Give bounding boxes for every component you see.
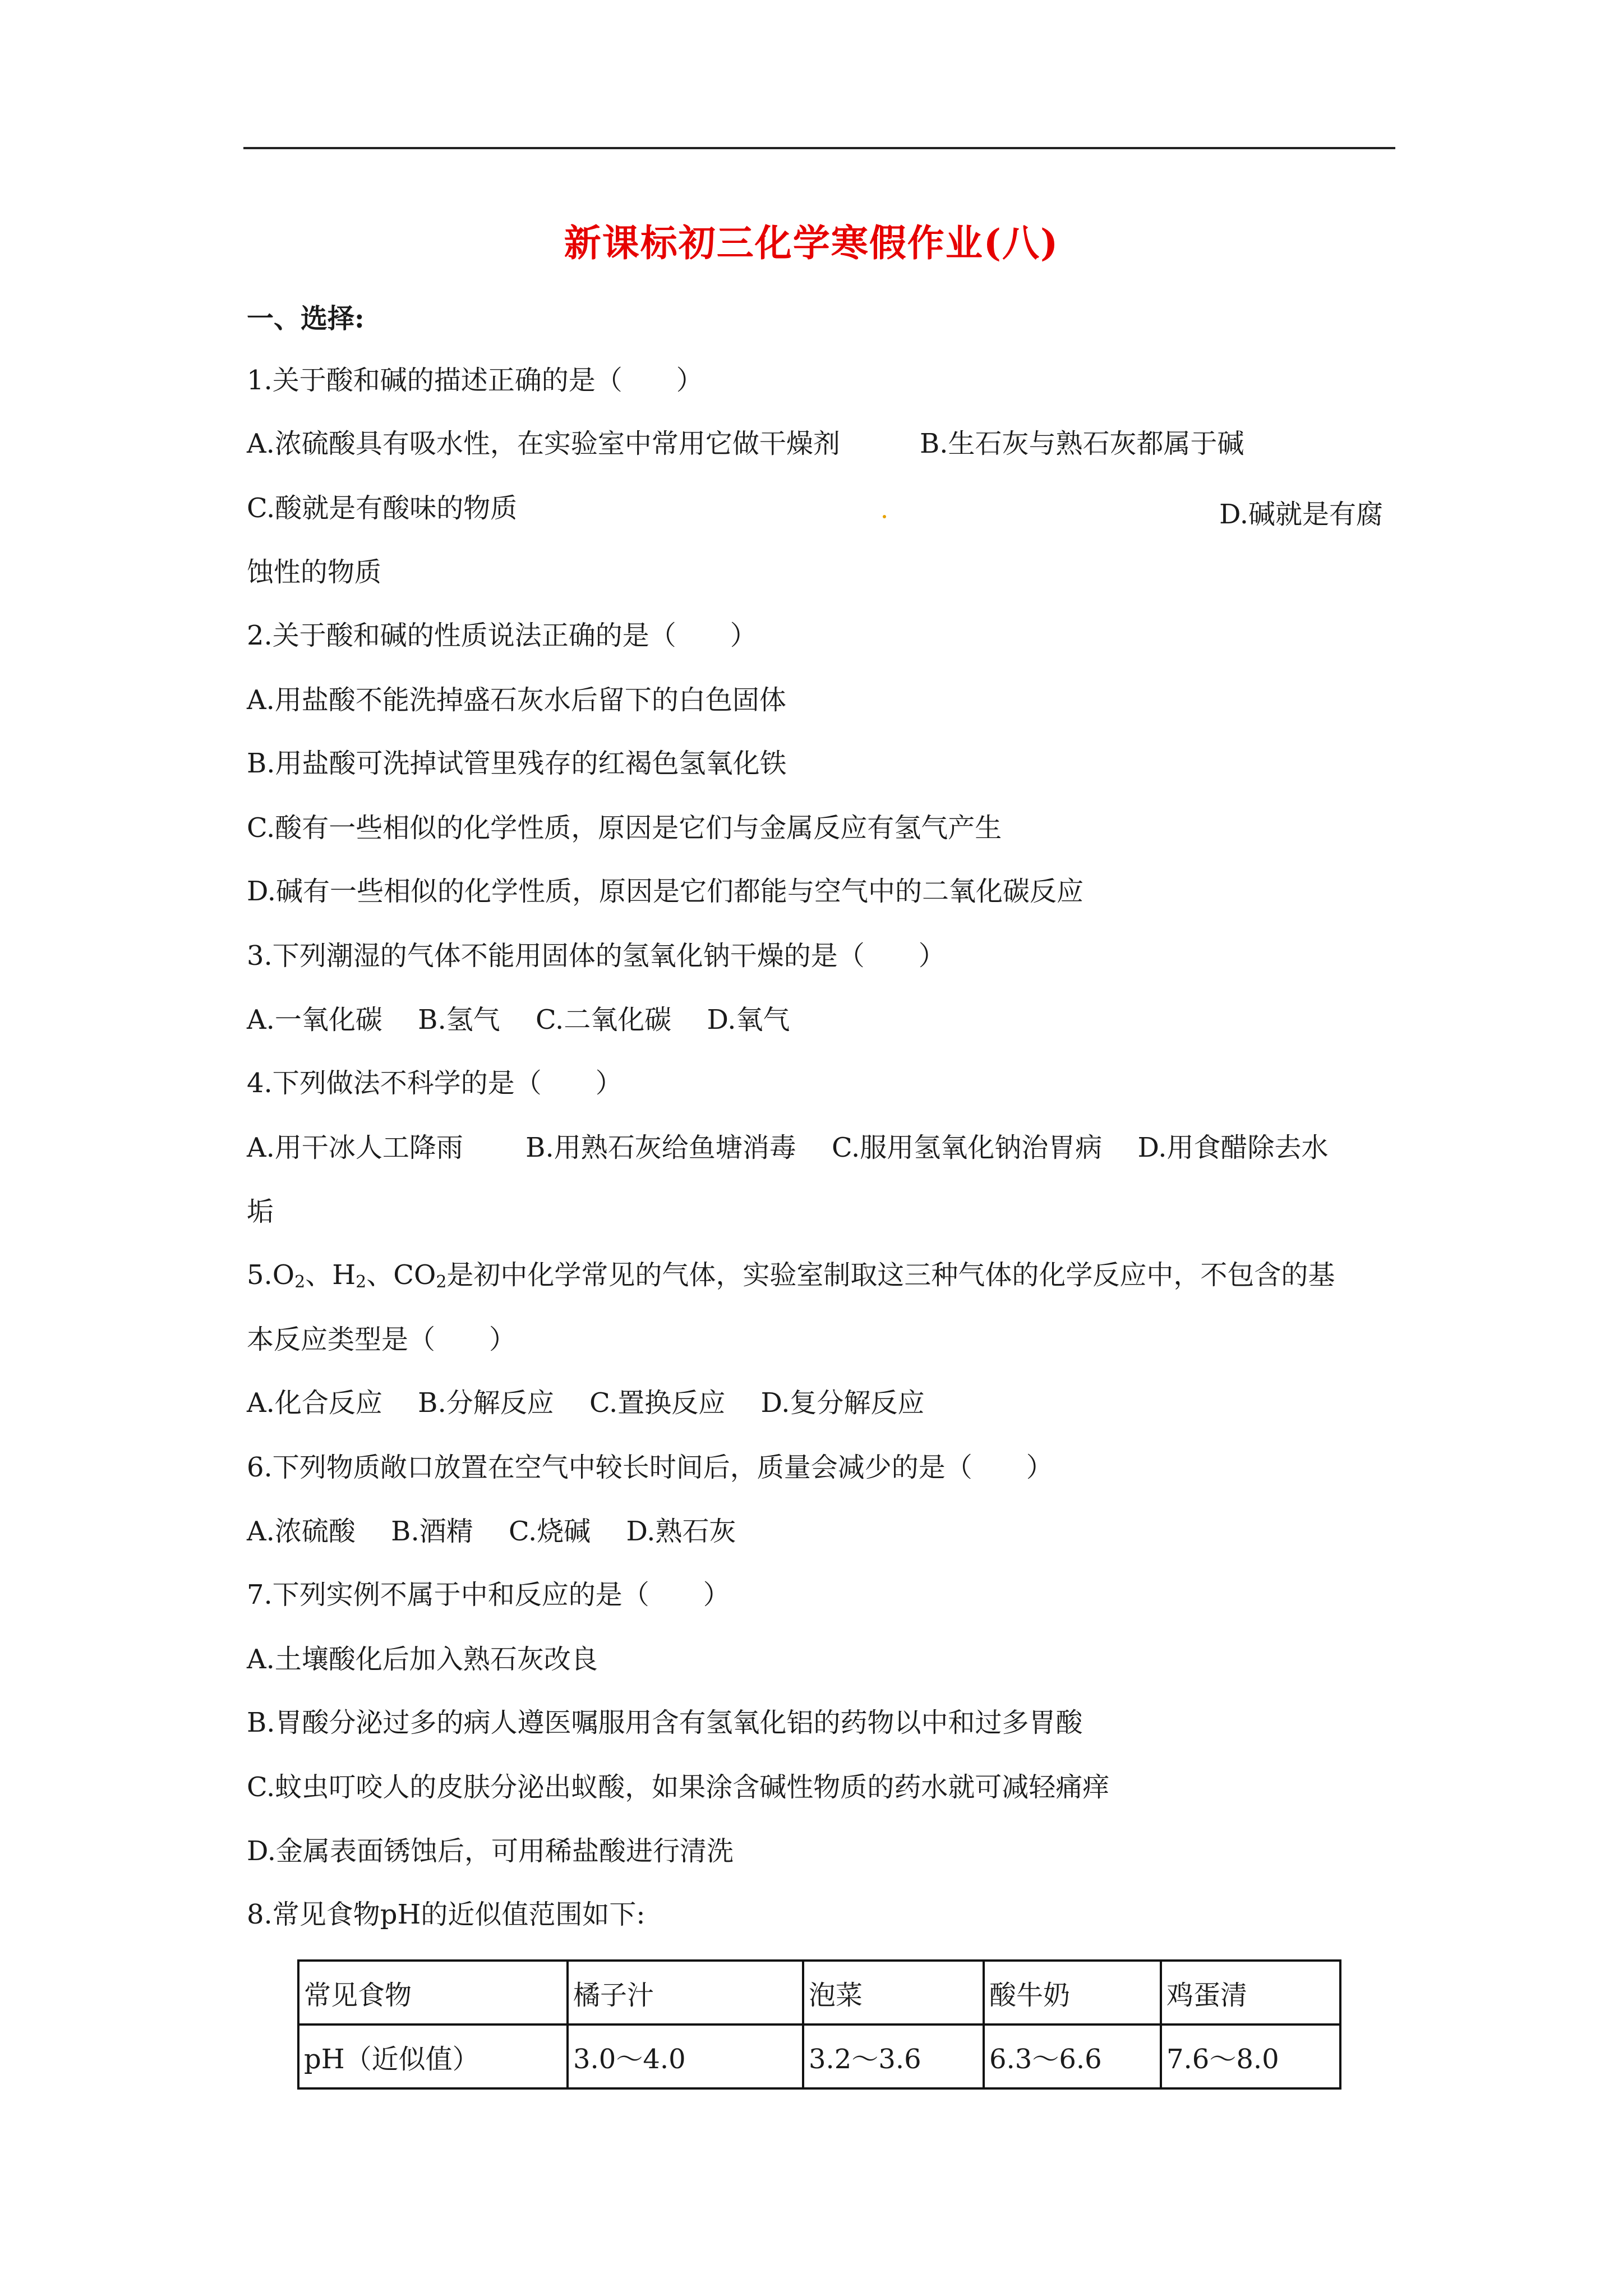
question-5-options: A.化合反应 B.分解反应 C.置换反应 D.复分解反应	[247, 1387, 925, 1419]
table-row	[298, 2024, 1340, 2088]
question-7-option-b: B.胃酸分泌过多的病人遵医嘱服用含有氢氧化铝的药物以中和过多胃酸	[247, 1707, 1083, 1738]
page-title: 新课标初三化学寒假作业(八)	[564, 221, 1059, 265]
question-2-stem: 2.关于酸和碱的性质说法正确的是（ ）	[247, 620, 757, 651]
table-cell: 常见食物	[298, 1961, 568, 2024]
question-6-stem: 6.下列物质敞口放置在空气中较长时间后，质量会减少的是（ ）	[247, 1452, 1053, 1483]
question-4-options-continued: 垢	[247, 1196, 274, 1227]
table-cell: 橘子汁	[568, 1961, 803, 2024]
question-2-option-b: B.用盐酸可洗掉试管里残存的红褐色氢氧化铁	[247, 748, 787, 779]
header-rule	[243, 147, 1395, 149]
section-heading: 一、选择:	[247, 303, 365, 334]
question-3-stem: 3.下列潮湿的气体不能用固体的氢氧化钠干燥的是（ ）	[247, 940, 946, 972]
question-7-stem: 7.下列实例不属于中和反应的是（ ）	[247, 1579, 730, 1611]
question-7-option-a: A.土壤酸化后加入熟石灰改良	[247, 1644, 598, 1675]
question-7-option-d: D.金属表面锈蚀后，可用稀盐酸进行清洗	[247, 1835, 734, 1867]
question-1-option-d-continued: 蚀性的物质	[247, 556, 382, 588]
question-3-options: A.一氧化碳 B.氢气 C.二氧化碳 D.氧气	[247, 1004, 790, 1036]
stray-dot	[883, 515, 886, 518]
table-cell: pH（近似值）	[298, 2024, 568, 2088]
question-7-option-c: C.蚊虫叮咬人的皮肤分泌出蚁酸，如果涂含碱性物质的药水就可减轻痛痒	[247, 1772, 1110, 1803]
table-cell: 7.6～8.0	[1161, 2024, 1340, 2088]
question-6-options: A.浓硫酸 B.酒精 C.烧碱 D.熟石灰	[247, 1516, 736, 1547]
question-1-option-d: D.碱就是有腐	[1219, 499, 1384, 530]
table-cell: 酸牛奶	[984, 1961, 1161, 2024]
question-2-option-c: C.酸有一些相似的化学性质，原因是它们与金属反应有氢气产生	[247, 812, 1002, 844]
question-1-stem: 1.关于酸和碱的描述正确的是（ ）	[247, 365, 703, 396]
question-5-stem: $5.O_2$、$H_2$、$CO_2$是初中化学常见的气体，实验室制取这三种气体的化学反应中，不包含的基	[247, 1259, 1335, 1292]
question-1-option-a: A.浓硫酸具有吸水性，在实验室中常用它做干燥剂	[247, 428, 840, 459]
question-4-stem: 4.下列做法不科学的是（ ）	[247, 1068, 623, 1099]
table-cell: 鸡蛋清	[1161, 1961, 1340, 2024]
table-cell: 3.2～3.6	[803, 2024, 984, 2088]
ph-table	[297, 1959, 1341, 2090]
question-5-stem-continued: 本反应类型是（ ）	[247, 1324, 517, 1355]
question-2-option-a: A.用盐酸不能洗掉盛石灰水后留下的白色固体	[247, 684, 786, 716]
question-1-option-c: C.酸就是有酸味的物质	[247, 493, 518, 524]
question-4-options: A.用干冰人工降雨 B.用熟石灰给鱼塘消毒 C.服用氢氧化钠治胃病 D.用食醋除去水	[247, 1132, 1329, 1163]
table-cell: 6.3～6.6	[984, 2024, 1161, 2088]
question-2-option-d: D.碱有一些相似的化学性质，原因是它们都能与空气中的二氧化碳反应	[247, 876, 1084, 907]
question-1-option-b: B.生石灰与熟石灰都属于碱	[920, 428, 1244, 459]
table-header-row	[298, 1961, 1340, 2024]
table-cell: 泡菜	[803, 1961, 984, 2024]
question-8-stem: 8.常见食物pH的近似值范围如下:	[247, 1899, 645, 1930]
table-cell: 3.0～4.0	[568, 2024, 803, 2088]
